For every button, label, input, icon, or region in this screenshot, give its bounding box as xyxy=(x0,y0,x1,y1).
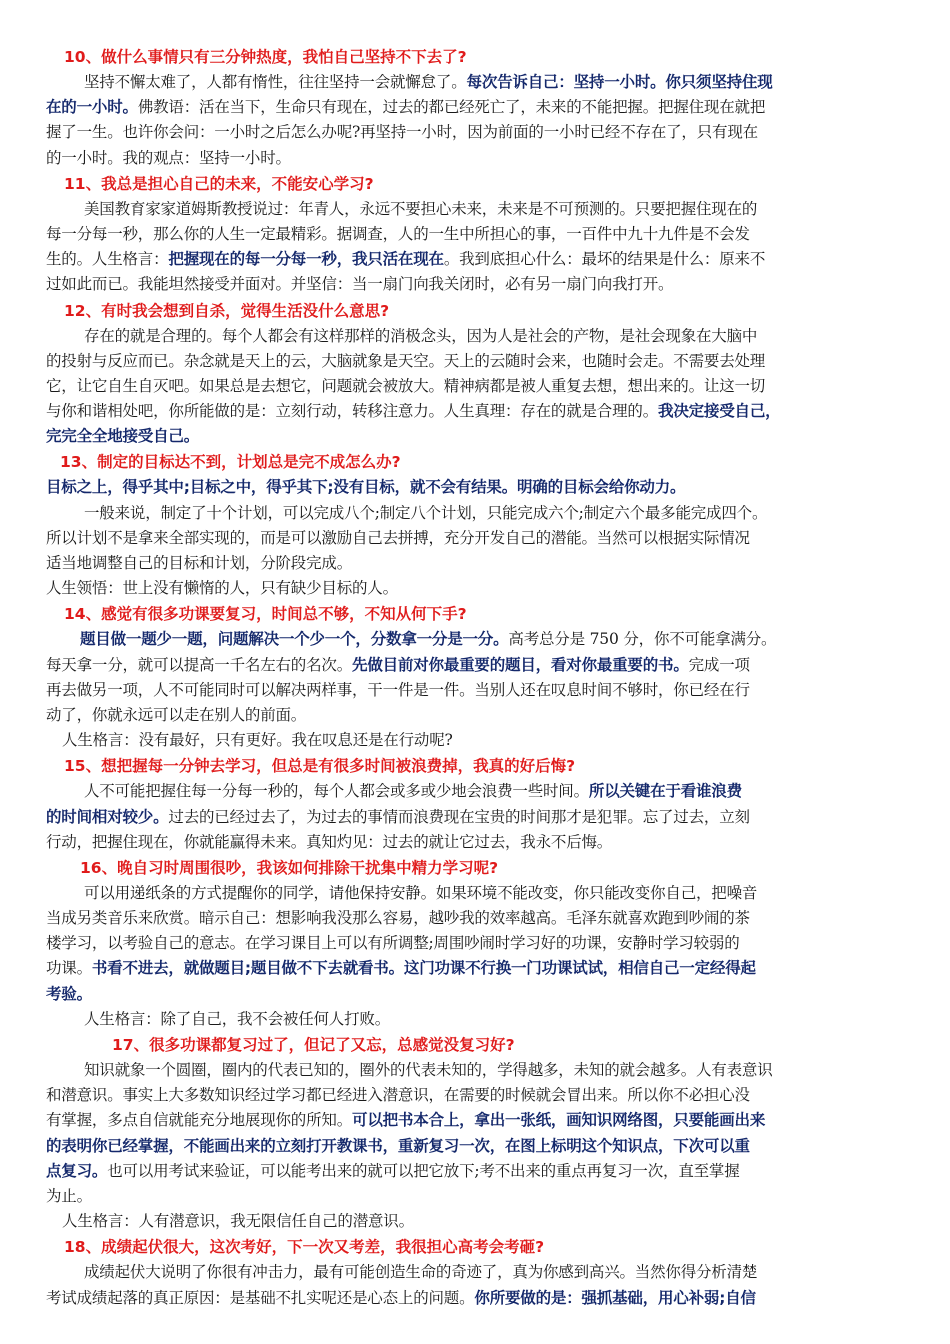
paragraph-line: 过如此而已。我能坦然接受并面对。并坚信：当一扇门向我关闭时，必有另一扇门向我打开。 xyxy=(46,275,674,294)
paragraph-line: 的一小时。我的观点：坚持一小时。 xyxy=(46,148,291,167)
paragraph-line: 它，让它自生自灭吧。如果总是去想它，问题就会被放大。精神病都是被人重复去想，想出来的。让这一切 xyxy=(46,376,766,395)
paragraph-line: 楼学习，以考验自己的意志。在学习课目上可以有所调整;周围吵闹时学习好的功课，安静时学习较弱的 xyxy=(46,934,740,953)
question-heading: 16、晚自习时周围很吵，我该如何排除干扰集中精力学习呢? xyxy=(80,858,499,877)
paragraph-line: 在的一小时。佛教语：活在当下，生命只有现在，过去的都已经死亡了，未来的不能把握。把握住现在就把 xyxy=(46,98,766,117)
paragraph-line: 动了，你就永远可以走在别人的前面。 xyxy=(46,705,307,724)
paragraph-line: 人生格言：没有最好，只有更好。我在叹息还是在行动呢? xyxy=(62,731,453,750)
paragraph-line: 适当地调整自己的目标和计划，分阶段完成。 xyxy=(46,554,353,572)
paragraph-line: 存在的就是合理的。每个人都会有这样那样的消极念头，因为人是社会的产物，是社会现象在大脑中 xyxy=(84,326,758,345)
paragraph-line: 的表明你已经掌握，不能画出来的立刻打开教课书，重新复习一次，在图上标明这个知识点，下次可以重 xyxy=(46,1136,750,1155)
paragraph-line: 人生领悟：世上没有懒惰的人，只有缺少目标的人。 xyxy=(46,579,398,598)
paragraph-line: 功课。书看不进去，就做题目;题目做不下去就看书。这门功课不行换一门功课试试，相信自己一定经得起 xyxy=(46,959,756,978)
question-heading: 13、制定的目标达不到，计划总是完不成怎么办? xyxy=(60,453,401,472)
paragraph-line: 每一分每一秒，那么你的人生一定最精彩。据调查，人的一生中所担心的事，一百件中九十九件是不会发 xyxy=(46,224,750,243)
paragraph-line: 完完全全地接受自己。 xyxy=(46,427,200,446)
question-heading: 12、有时我会想到自杀，觉得生活没什么意思? xyxy=(64,301,390,320)
paragraph-line: 握了一生。也许你会问：一小时之后怎么办呢?再坚持一小时，因为前面的一小时已经不存在了，只有现在 xyxy=(46,123,758,142)
paragraph-line: 再去做另一项，人不可能同时可以解决两样事，干一件是一件。当别人还在叹息时间不够时，你已经在行 xyxy=(46,680,750,699)
paragraph-line: 目标之上，得乎其中;目标之中，得乎其下;没有目标，就不会有结果。明确的目标会给你动力。 xyxy=(46,478,686,497)
paragraph-line: 点复习。也可以用考试来验证，可以能考出来的就可以把它放下;考不出来的重点再复习一次，直至掌握 xyxy=(46,1161,740,1180)
paragraph-line: 每天拿一分，就可以提高一千名左右的名次。先做目前对你最重要的题目，看对你最重要的书。完成一项 xyxy=(46,655,750,674)
question-heading: 10、做什么事情只有三分钟热度，我怕自己坚持不下去了? xyxy=(64,48,467,66)
paragraph-line: 可以用递纸条的方式提醒你的同学，请他保持安静。如果环境不能改变，你只能改变你自己，把噪音 xyxy=(84,883,758,902)
paragraph-line: 生的。人生格言：把握现在的每一分每一秒，我只活在现在。我到底担心什么：最坏的结果是什么：原来不 xyxy=(46,250,766,269)
paragraph-line: 考验。 xyxy=(46,984,92,1003)
question-heading: 17、很多功课都复习过了，但记了又忘，总感觉没复习好? xyxy=(112,1036,515,1054)
document-page xyxy=(46,44,908,1311)
paragraph-line: 有掌握，多点自信就能充分地展现你的所知。可以把书本合上，拿出一张纸，画知识网络图，只要能画出来 xyxy=(46,1111,766,1130)
paragraph-line: 一般来说，制定了十个计划，可以完成八个;制定八个计划，只能完成六个;制定六个最多能完成四个。 xyxy=(84,503,768,522)
question-heading: 11、我总是担心自己的未来，不能安心学习? xyxy=(64,174,374,193)
question-heading: 18、成绩起伏很大，这次考好，下一次又考差，我很担心高考会考砸? xyxy=(64,1238,545,1257)
paragraph-line: 人不可能把握住每一分每一秒的，每个人都会或多或少地会浪费一些时间。所以关键在于看谁浪费 xyxy=(84,782,742,801)
paragraph-line: 成绩起伏大说明了你很有冲击力，最有可能创造生命的奇迹了，真为你感到高兴。当然你得分析清楚 xyxy=(84,1263,758,1282)
paragraph-line: 考试成绩起落的真正原因：是基础不扎实呢还是心态上的问题。你所要做的是：强抓基础，用心补弱;自信 xyxy=(46,1288,756,1307)
paragraph-line: 的时间相对较少。过去的已经过去了，为过去的事情而浪费现在宝贵的时间那才是犯罪。忘了过去，立刻 xyxy=(46,807,750,826)
paragraph-line: 行动，把握住现在，你就能赢得未来。真知灼见：过去的就让它过去，我永不后悔。 xyxy=(46,832,613,851)
paragraph-line: 与你和谐相处吧，你所能做的是：立刻行动，转移注意力。人生真理：存在的就是合理的。我决定接受自己， xyxy=(46,402,781,421)
paragraph-line: 为止。 xyxy=(46,1186,92,1205)
paragraph-line: 所以计划不是拿来全部实现的，而是可以激励自己去拼搏，充分开发自己的潜能。当然可以根据实际情况 xyxy=(46,528,750,547)
paragraph-line: 人生格言：人有潜意识，我无限信任自己的潜意识。 xyxy=(62,1212,414,1231)
paragraph-line: 人生格言：除了自己，我不会被任何人打败。 xyxy=(84,1009,391,1028)
paragraph-line: 题目做一题少一题，问题解决一个少一个，分数拿一分是一分。高考总分是 750 分，你不可能拿满分。 xyxy=(80,630,777,649)
paragraph-line: 和潜意识。事实上大多数知识经过学习都已经进入潜意识，在需要的时候就会冒出来。所以你不必担心没 xyxy=(46,1086,750,1105)
question-heading: 15、想把握每一分钟去学习，但总是有很多时间被浪费掉，我真的好后悔? xyxy=(64,757,576,776)
question-heading: 14、感觉有很多功课要复习，时间总不够，不知从何下手? xyxy=(64,605,467,624)
paragraph-line: 坚持不懈太难了，人都有惰性，往往坚持一会就懈怠了。每次告诉自己：坚持一小时。你只须坚持住现 xyxy=(84,73,773,91)
paragraph-line: 知识就象一个圆圈，圈内的代表已知的，圈外的代表未知的，学得越多，未知的就会越多。人有表意识 xyxy=(84,1061,773,1079)
paragraph-line: 美国教育家家道姆斯教授说过：年青人，永远不要担心未来，未来是不可预测的。只要把握住现在的 xyxy=(84,199,758,218)
paragraph-line: 当成另类音乐来欣赏。暗示自己：想影响我没那么容易，越吵我的效率越高。毛泽东就喜欢跑到吵闹的茶 xyxy=(46,909,750,928)
paragraph-line: 的投射与反应而已。杂念就是天上的云，大脑就象是天空。天上的云随时会来，也随时会走。不需要去处理 xyxy=(46,351,766,370)
